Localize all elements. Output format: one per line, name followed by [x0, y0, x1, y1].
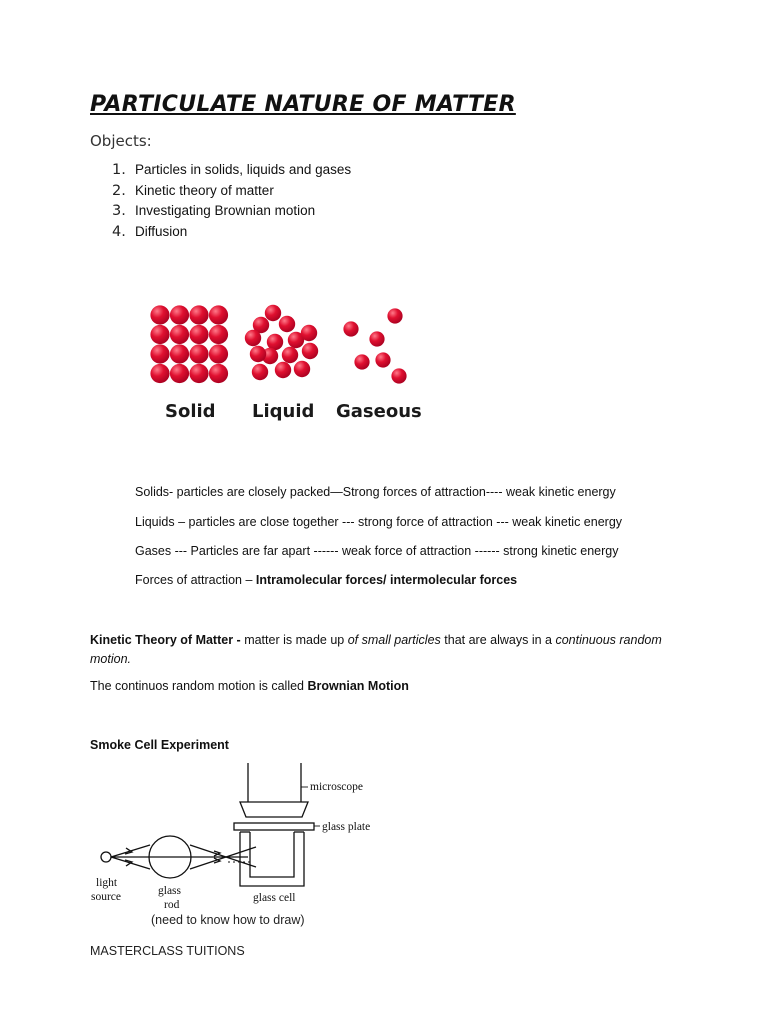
solid-particle	[150, 325, 169, 344]
liquid-particle	[250, 346, 266, 362]
liquid-label: Liquid	[252, 401, 315, 422]
liquid-particle	[302, 343, 318, 359]
liquid-particle	[265, 305, 281, 321]
objectives-list	[112, 162, 351, 244]
list-text: Particles in solids, liquids and gases	[135, 162, 352, 177]
rod-label: rod	[164, 899, 180, 911]
smoke-cell-diagram	[88, 760, 388, 932]
liquid-particle	[245, 330, 261, 346]
list-item	[112, 183, 351, 204]
gaseous-label: Gaseous	[336, 401, 422, 422]
source-label: source	[91, 891, 122, 903]
list-item	[112, 162, 351, 183]
solid-particle	[150, 364, 169, 383]
glass-plate-label: glass plate	[322, 821, 371, 833]
kinetic-text: that are always in a	[440, 633, 556, 647]
liquid-particle	[282, 347, 298, 363]
solid-particle	[189, 344, 208, 363]
footer-text: MASTERCLASS TUITIONS	[90, 944, 245, 958]
forces-note	[135, 573, 517, 587]
list-number: 1.	[112, 162, 126, 178]
solid-particle	[150, 305, 169, 324]
solid-particle	[209, 305, 228, 324]
gas-particle	[375, 352, 390, 367]
glass-rod-label: glass	[158, 885, 181, 897]
smoke-cell-heading: Smoke Cell Experiment	[90, 738, 229, 752]
solid-particle	[209, 364, 228, 383]
gases-note: Gases --- Particles are far apart ------ weak force of attraction ------ strong kinetic energy	[135, 544, 619, 558]
list-item	[112, 203, 351, 224]
forces-bold: Intramolecular forces/ intermolecular forces	[255, 573, 518, 587]
brownian-bold: Brownian Motion	[307, 679, 409, 693]
solid-particles	[150, 305, 228, 383]
gas-particle	[387, 308, 402, 323]
brownian-sentence	[90, 679, 409, 693]
list-text: Investigating Brownian motion	[135, 203, 316, 218]
gas-particle	[391, 368, 406, 383]
forces-prefix: Forces of attraction –	[135, 573, 256, 587]
kinetic-italic: of small particles	[347, 633, 441, 647]
list-text: Kinetic theory of matter	[135, 182, 274, 198]
liquid-particle	[275, 362, 291, 378]
solid-particle	[209, 325, 228, 344]
solids-note: Solids- particles are closely packed—Strong forces of attraction---- weak kinetic energy	[135, 485, 616, 499]
list-item	[112, 224, 351, 245]
liquid-particle	[279, 316, 295, 332]
liquid-particles	[245, 305, 318, 380]
liquids-note: Liquids – particles are close together --- strong force of attraction --- weak kinetic energy	[135, 515, 623, 529]
liquid-particle	[252, 364, 268, 380]
objects-label: Objects:	[90, 132, 152, 150]
solid-particle	[209, 344, 228, 363]
gas-particle	[354, 354, 369, 369]
glass-cell-label: glass cell	[253, 892, 296, 904]
solid-particle	[170, 344, 189, 363]
liquid-particle	[301, 325, 317, 341]
list-number: 3.	[112, 203, 126, 219]
kinetic-italic: motion.	[90, 652, 131, 666]
solid-particle	[150, 344, 169, 363]
list-number: 4.	[112, 223, 126, 240]
kinetic-theory-term: Kinetic Theory of Matter -	[90, 633, 245, 647]
solid-particle	[189, 325, 208, 344]
solid-particle	[170, 325, 189, 344]
solid-particle	[170, 364, 189, 383]
gas-particles	[343, 308, 406, 383]
list-number: 2.	[112, 182, 126, 199]
liquid-particle	[294, 361, 310, 377]
page-title: PARTICULATE NATURE OF MATTER	[90, 92, 516, 117]
microscope-label: microscope	[310, 781, 364, 793]
solid-label: Solid	[165, 401, 216, 422]
kinetic-text: matter is made up	[244, 633, 348, 647]
list-text: Diffusion	[135, 223, 188, 239]
solid-particle	[170, 305, 189, 324]
kinetic-italic: continuous random	[555, 633, 662, 647]
solid-particle	[189, 305, 208, 324]
drawing-note: (need to know how to draw)	[151, 913, 305, 927]
gas-particle	[343, 321, 358, 336]
brownian-text: The continuos random motion is called	[90, 679, 308, 693]
light-label: light	[96, 877, 118, 889]
solid-particle	[189, 364, 208, 383]
gas-particle	[369, 331, 384, 346]
kinetic-theory-paragraph	[90, 631, 690, 669]
liquid-particle	[267, 334, 283, 350]
